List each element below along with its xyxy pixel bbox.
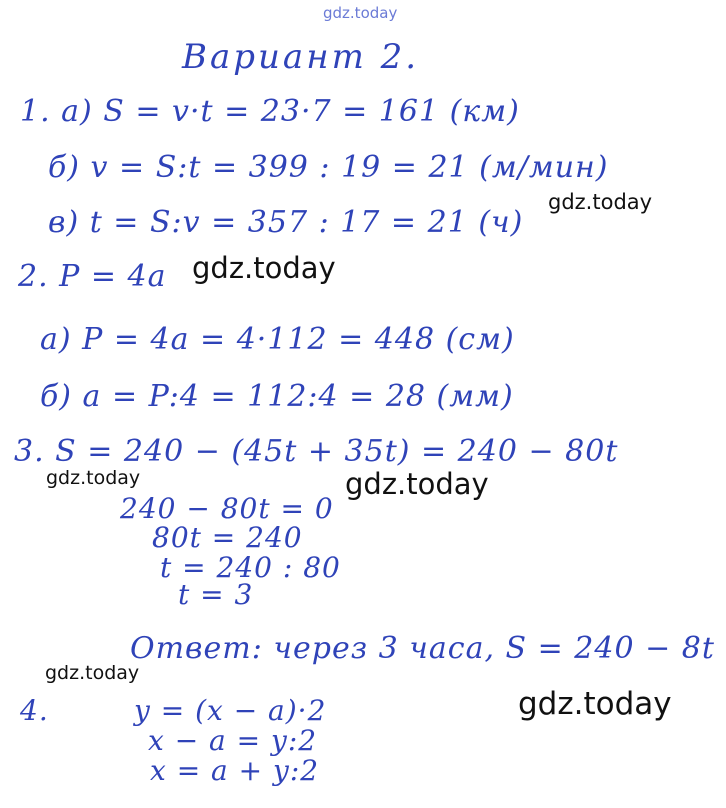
watermark: gdz.today: [518, 686, 672, 722]
task-1c: в) t = S:v = 357 : 17 = 21 (ч): [48, 205, 524, 240]
task-4-step-1: y = (x − a)·2: [134, 694, 327, 727]
task-3-answer: Ответ: через 3 часа, S = 240 − 8t: [130, 631, 715, 666]
task-2b: б) a = P:4 = 112:4 = 28 (мм): [40, 379, 514, 414]
task-3-step-4: t = 3: [178, 578, 254, 611]
watermark: gdz.today: [45, 662, 140, 684]
task-1a: 1. а) S = v·t = 23·7 = 161 (км): [20, 94, 520, 129]
task-1b: б) v = S:t = 399 : 19 = 21 (м/мин): [48, 150, 609, 185]
watermark: gdz.today: [192, 251, 336, 285]
watermark-top: gdz.today: [323, 4, 398, 22]
task-4-step-2: x − a = y:2: [148, 724, 318, 757]
task-3-step-3: t = 240 : 80: [160, 551, 341, 584]
task-3-step-1: 240 − 80t = 0: [120, 492, 334, 525]
task-4-step-3: x = a + y:2: [150, 754, 320, 787]
task-3-step-2: 80t = 240: [152, 521, 303, 554]
task-4: 4.: [20, 694, 49, 727]
page-title: Вариант 2.: [182, 37, 420, 77]
watermark: gdz.today: [548, 190, 653, 214]
watermark: gdz.today: [46, 467, 141, 489]
task-2: 2. P = 4a: [18, 259, 167, 294]
task-2a: а) P = 4a = 4·112 = 448 (см): [40, 322, 515, 357]
task-3: 3. S = 240 − (45t + 35t) = 240 − 80t: [14, 434, 619, 469]
watermark: gdz.today: [345, 467, 489, 501]
